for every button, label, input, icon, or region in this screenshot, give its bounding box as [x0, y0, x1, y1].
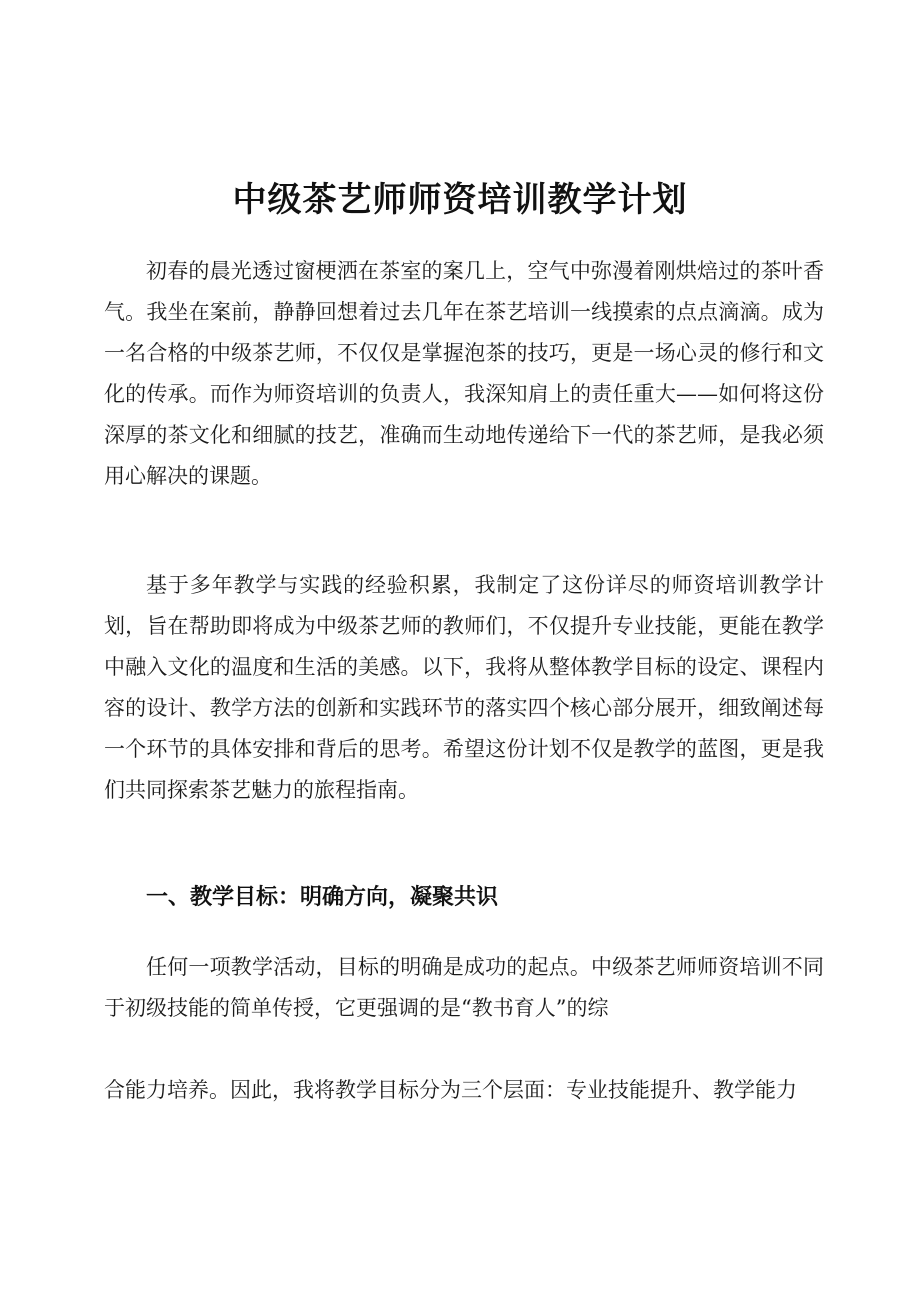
intro-paragraph-1: 初春的晨光透过窗梗洒在茶室的案几上，空气中弥漫着刚烘焙过的茶叶香气。我坐在案前，静静回想着过去几年在茶艺培训一线摸索的点点滴滴。成为一名合格的中级茶艺师，不仅仅是掌握泡茶的技巧，更是一场心灵的修行和文化的传承。而作为师资培训的负责人，我深知肩上的责任重大——如何将这份深厚的茶文化和细腻的技艺，准确而生动地传递给下一代的茶艺师，是我必须用心解决的课题。 — [104, 259, 824, 488]
document-title: 中级茶艺师师资培训教学计划 — [232, 180, 688, 220]
intro-paragraph-2: 基于多年教学与实践的经验积累，我制定了这份详尽的师资培训教学计划，旨在帮助即将成为中级茶艺师的教师们，不仅提升专业技能，更能在教学中融入文化的温度和生活的美感。以下，我将从整体教学目标的设定、课程内容的设计、教学方法的创新和实践环节的落实四个核心部分展开，细致阐述每一个环节的具体安排和背后的思考。希望这份计划不仅是教学的蓝图，更是我们共同探索茶艺魅力的旅程指南。 — [104, 573, 824, 802]
section-heading-teaching-goals: 一、教学目标：明确方向，凝聚共识 — [146, 885, 499, 910]
section-paragraph-2: 合能力培养。因此，我将教学目标分为三个层面：专业技能提升、教学能力 — [104, 1078, 797, 1102]
section-paragraph-1: 任何一项教学活动，目标的明确是成功的起点。中级茶艺师师资培训不同于初级技能的简单传授，它更强调的是“教书育人”的综 — [104, 955, 824, 1020]
